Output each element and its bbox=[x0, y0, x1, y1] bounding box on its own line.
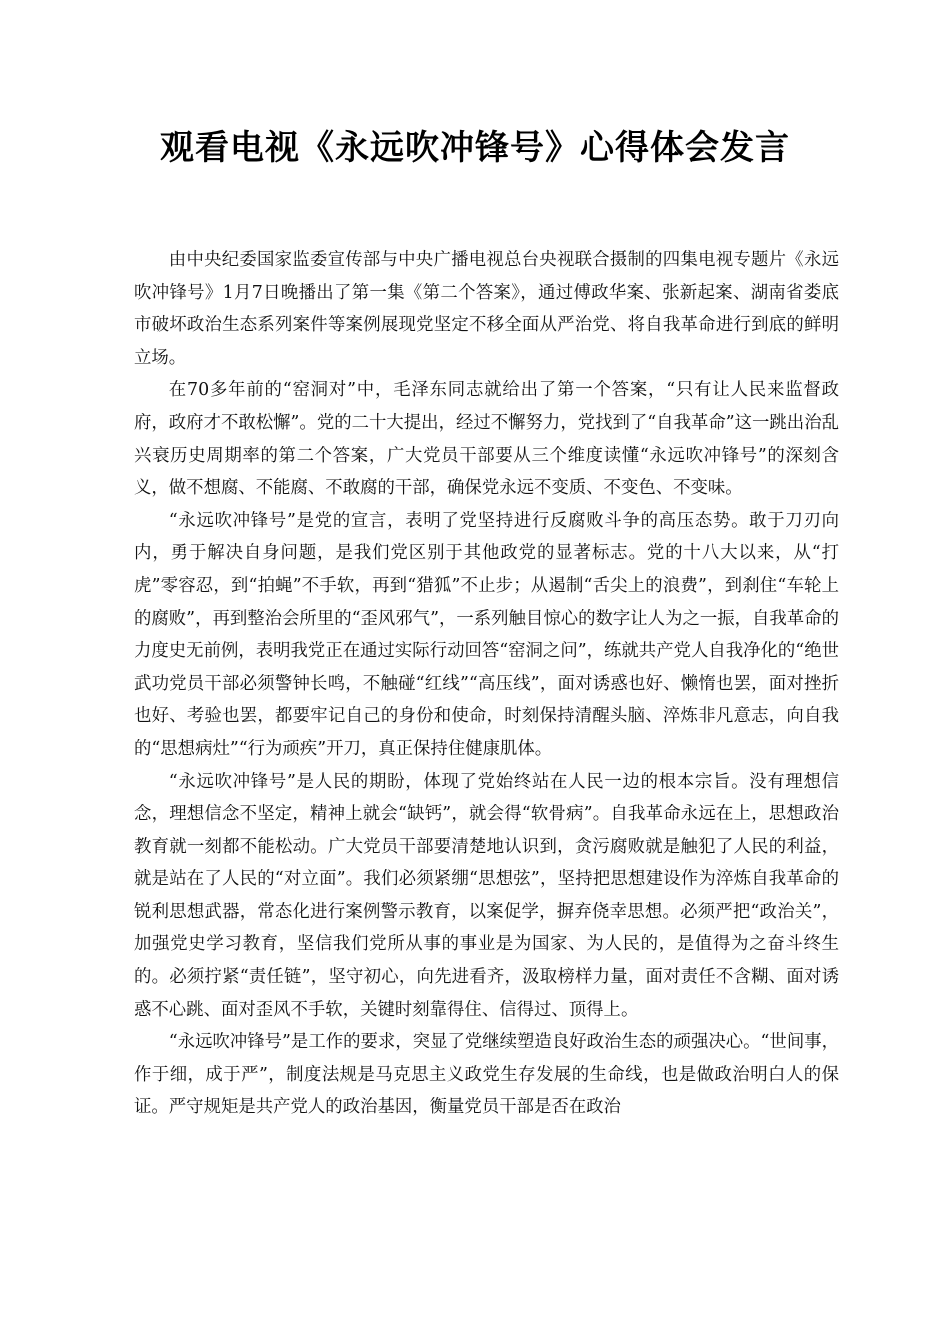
document-title: 观看电视《永远吹冲锋号》心得体会发言 bbox=[160, 128, 790, 168]
paragraph-intro: 由中央纪委国家监委宣传部与中央广播电视总台央视联合摄制的四集电视专题片《永远吹冲锋号》1月7日晚播出了第一集《第二个答案》，通过傅政华案、张新起案、湖南省娄底市破坏政治生态系列案件等案例展现党坚定不移全面从严治党、将自我革命进行到底的鲜明立场。 bbox=[134, 250, 839, 368]
paragraph-party-declaration: “永远吹冲锋号”是党的宣言，表明了党坚持进行反腐败斗争的高压态势。敢于刀刃向内，勇于解决自身问题，是我们党区别于其他政党的显著标志。党的十八大以来，从“打虎”零容忍，到“拍蝇”不手软，再到“猎狐”不止步；从遏制“舌尖上的浪费”，到刹住“车轮上的腐败”，再到整治会所里的“歪风邪气”，一系列触目惊心的数字让人为之一振，自我革命的力度史无前例，表明我党正在通过实际行动回答“窑洞之问”，练就共产党人自我净化的“绝世武功党员干部必须警钟长鸣，不触碰“红线”“高压线”，面对诱惑也好、懒惰也罢，面对挫折也好、考验也罢，都要牢记自己的身份和使命，时刻保持清醒头脑、淬炼非凡意志，向自我的“思想病灶”“行为顽疾”开刀，真正保持住健康肌体。 bbox=[134, 510, 839, 759]
paragraph-people-expectation: “永远吹冲锋号”是人民的期盼，体现了党始终站在人民一边的根本宗旨。没有理想信念，理想信念不坚定，精神上就会“缺钙”，就会得“软骨病”。自我革命永远在上，思想政治教育就一刻都不能松动。广大党员干部要清楚地认识到，贪污腐败就是触犯了人民的利益，就是站在了人民的“对立面”。我们必须紧绷“思想弦”，坚持把思想建设作为淬炼自我革命的锐利思想武器，常态化进行案例警示教育，以案促学，摒弃侥幸思想。必须严把“政治关”，加强党史学习教育，坚信我们党所从事的事业是为国家、为人民的，是值得为之奋斗终生的。必须拧紧“责任链”，坚守初心，向先进看齐，汲取榜样力量，面对责任不含糊、面对诱惑不心跳、面对歪风不手软，关键时刻靠得住、信得过、顶得上。 bbox=[134, 771, 839, 1020]
document-body bbox=[134, 244, 839, 1124]
paragraph-work-requirement: “永远吹冲锋号”是工作的要求，突显了党继续塑造良好政治生态的顽强决心。“世间事，作于细，成于严”，制度法规是马克思主义政党生存发展的生命线，也是做政治明白人的保证。严守规矩是共产党人的政治基因，衡量党员干部是否在政治 bbox=[134, 1032, 839, 1118]
paragraph-first-answer: 在70多年前的“窑洞对”中，毛泽东同志就给出了第一个答案，“只有让人民来监督政府，政府才不敢松懈”。党的二十大提出，经过不懈努力，党找到了“自我革命”这一跳出治乱兴衰历史周期率的第二个答案，广大党员干部要从三个维度读懂“永远吹冲锋号”的深刻含义，做不想腐、不能腐、不敢腐的干部，确保党永远不变质、不变色、不变味。 bbox=[134, 380, 839, 499]
